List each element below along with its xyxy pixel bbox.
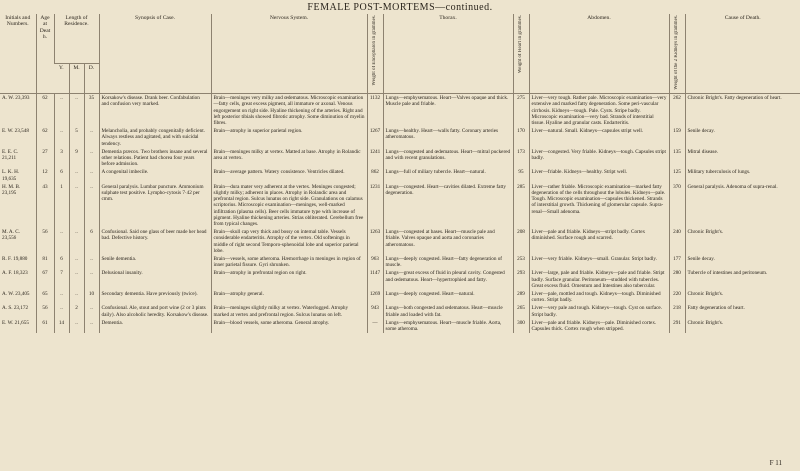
table-row bbox=[0, 168, 800, 182]
days-cell: 35 bbox=[84, 94, 99, 128]
header-row-top bbox=[0, 14, 800, 63]
header-abdomen: Abdomen. bbox=[529, 14, 669, 94]
months-cell: .. bbox=[69, 94, 84, 128]
synopsis-cell: Confusional. Said one glass of beer made her head bad. Defective history. bbox=[99, 228, 211, 255]
kidney-weight-cell: 177 bbox=[669, 255, 685, 269]
heart-weight-cell: 265 bbox=[513, 304, 529, 318]
abdomen-cell: Liver—natural. Small. Kidneys—capsules stript well. bbox=[529, 127, 669, 148]
age-cell: 12 bbox=[36, 168, 54, 182]
nervous-system-cell: Brain—dura mater very adherent at the vertex. Meninges congested; slightly milky; adherent in places. Atrophy in Rolandic area and prefrontal region. Sulcus lunatus on right side. Granulations on calamus scriptorius. Microscopic examination—meninges, well-marked infiltration (plasma cells). Beer cells immature type with increase of pigment. Hyaline thickening arteries. Strias obliterated. Cerebellum free from typical changes. bbox=[211, 183, 367, 228]
table-row bbox=[0, 183, 800, 228]
cause-of-death-cell: Chronic Bright's. Fatty degeneration of heart. bbox=[685, 94, 800, 128]
months-cell: .. bbox=[69, 319, 84, 333]
cause-of-death-cell: Tubercle of intestines and peritoneum. bbox=[685, 269, 800, 290]
age-cell: 62 bbox=[36, 94, 54, 128]
nervous-system-cell: Brain—atrophy in superior parietal region. bbox=[211, 127, 367, 148]
header-cause-of-death: Cause of Death. bbox=[685, 14, 800, 94]
nervous-system-cell: Brain—meninges milky at vertex. Matted at base. Atrophy in Rolandic area at vertex. bbox=[211, 148, 367, 169]
days-cell: .. bbox=[84, 255, 99, 269]
heart-weight-cell: 293 bbox=[513, 269, 529, 290]
days-cell: .. bbox=[84, 304, 99, 318]
months-cell: .. bbox=[69, 269, 84, 290]
days-cell: .. bbox=[84, 183, 99, 228]
days-cell: .. bbox=[84, 127, 99, 148]
header-heart-weight-label: Weight of Heart in grammes. bbox=[518, 15, 523, 74]
kidney-weight-cell: 291 bbox=[669, 319, 685, 333]
initials-cell: A. F. 18,323 bbox=[2, 270, 28, 277]
synopsis-cell: A congenital imbecile. bbox=[99, 168, 211, 182]
encephalon-weight-cell: — bbox=[367, 319, 383, 333]
abdomen-cell: Liver—pale and friable. Kidneys—stript badly. Cortex diminished. Surface rough and scarred. bbox=[529, 228, 669, 255]
thorax-cell: Lungs—great excess of fluid in pleural cavity. Congested and œdematous. Heart—hypertrophied and fatty. bbox=[383, 269, 513, 290]
days-cell: .. bbox=[84, 148, 99, 169]
abdomen-cell: Liver—very friable. Kidneys—small. Granular. Stript badly. bbox=[529, 255, 669, 269]
thorax-cell: Lungs—deeply congested. Heart—fatty degeneration of muscle. bbox=[383, 255, 513, 269]
age-cell: 56 bbox=[36, 304, 54, 318]
months-cell: .. bbox=[69, 290, 84, 304]
abdomen-cell: Liver—very tough. Rather pale. Microscopic examination—very extensive and marked fatty degeneration. Some peri-vascular cirrhosis. Kidneys—tough. Pale. Cysts. Stripe badly. Microscopic examination—very bad. Strands of interstitial tissue. Hyaline and granular casts. Endarteritis. bbox=[529, 94, 669, 128]
cause-of-death-cell: Senile decay. bbox=[685, 127, 800, 148]
nervous-system-cell: Brain—atrophy general. bbox=[211, 290, 367, 304]
table-body bbox=[0, 94, 800, 334]
months-cell: .. bbox=[69, 228, 84, 255]
nervous-system-cell: Brain—blood vessels, some atheroma. General atrophy. bbox=[211, 319, 367, 333]
nervous-system-cell: Brain—vessels, some atheroma. Hæmorrhage in meninges in region of inner parietal fissure. Gyri shrunken. bbox=[211, 255, 367, 269]
months-cell: 9 bbox=[69, 148, 84, 169]
header-kidney-weight-label: Weight of the 2 Kidneys in grammes. bbox=[674, 15, 679, 90]
years-cell: .. bbox=[54, 94, 69, 128]
cause-of-death-cell: Chronic Bright's. bbox=[685, 290, 800, 304]
cause-of-death-cell: Military tuberculosis of lungs. bbox=[685, 168, 800, 182]
thorax-cell: Lungs—emphysematous. Heart—muscle friable. Aorta, some atheroma. bbox=[383, 319, 513, 333]
heart-weight-cell: 275 bbox=[513, 94, 529, 128]
age-cell: 81 bbox=[36, 255, 54, 269]
encephalon-weight-cell: 1132 bbox=[367, 94, 383, 128]
heart-weight-cell: 173 bbox=[513, 148, 529, 169]
table-row bbox=[0, 290, 800, 304]
days-cell: .. bbox=[84, 319, 99, 333]
thorax-cell: Lungs—congested at bases. Heart—muscle pale and friable. Valves opaque and aorta and coronaries atheromatous. bbox=[383, 228, 513, 255]
initials-cell: A. S. 23,172 bbox=[2, 305, 29, 312]
heart-weight-cell: 285 bbox=[513, 183, 529, 228]
encephalon-weight-cell: 943 bbox=[367, 304, 383, 318]
cause-of-death-cell: General paralysis. Adenoma of supra-renal. bbox=[685, 183, 800, 228]
thorax-cell: Lungs—congested and œdematous. Heart—mitral puckered and with recent granulations. bbox=[383, 148, 513, 169]
table-row bbox=[0, 228, 800, 255]
initials-cell: E. W. 21,655 bbox=[2, 319, 29, 326]
nervous-system-cell: Brain—meninges slightly milky at vertex. Waterlogged. Atrophy marked at vertex and prefrontal region. Sulcus lunatus on left. bbox=[211, 304, 367, 318]
kidney-weight-cell: 125 bbox=[669, 168, 685, 182]
page-title: FEMALE POST-MORTEMS—continued. bbox=[307, 2, 493, 13]
header-encephalon-weight bbox=[367, 14, 383, 94]
encephalon-weight-cell: 1267 bbox=[367, 127, 383, 148]
initials-cell: L. K. H. 19,635 bbox=[2, 169, 20, 182]
header-heart-weight bbox=[513, 14, 529, 94]
synopsis-cell: Confusional. Ale, stout and port wine (2 or 3 pints daily). Also alcoholic heredity. Korsakow's disease. bbox=[99, 304, 211, 318]
cause-of-death-cell: Fatty degeneration of heart. bbox=[685, 304, 800, 318]
cause-of-death-cell: Senile decay. bbox=[685, 255, 800, 269]
initials-cell: A. W. 23,405 bbox=[2, 291, 30, 298]
cause-of-death-cell: Chronic Bright's. bbox=[685, 319, 800, 333]
months-cell: 5 bbox=[69, 127, 84, 148]
kidney-weight-cell: 262 bbox=[669, 94, 685, 128]
days-cell: 6 bbox=[84, 228, 99, 255]
folio: F 11 bbox=[769, 459, 782, 467]
cause-of-death-cell: Mitral disease. bbox=[685, 148, 800, 169]
header-initials: Initials and Numbers. bbox=[0, 14, 36, 94]
thorax-cell: Lungs—congested. Heart—cavities dilated. Extreme fatty degeneration. bbox=[383, 183, 513, 228]
synopsis-cell: Melancholia, and probably congenitally deficient. Always restless and agitated, and with suicidal tendency. bbox=[99, 127, 211, 148]
heart-weight-cell: 208 bbox=[513, 228, 529, 255]
encephalon-weight-cell: 1241 bbox=[367, 148, 383, 169]
encephalon-weight-cell: 1231 bbox=[367, 183, 383, 228]
thorax-cell: Lungs—healthy. Heart—walls fatty. Coronary arteries atheromatous. bbox=[383, 127, 513, 148]
header-kidney-weight bbox=[669, 14, 685, 94]
days-cell: 10 bbox=[84, 290, 99, 304]
synopsis-cell: Secondary dementia. Have previously (twice). bbox=[99, 290, 211, 304]
months-cell: .. bbox=[69, 168, 84, 182]
header-months: M. bbox=[69, 63, 84, 93]
header-nervous-system: Nervous System. bbox=[211, 14, 367, 94]
years-cell: 14 bbox=[54, 319, 69, 333]
encephalon-weight-cell: 1269 bbox=[367, 290, 383, 304]
abdomen-cell: Liver—pale and friable. Kidneys—pale. Diminished cortex. Capsules thick. Cortex rough when stripped. bbox=[529, 319, 669, 333]
abdomen-cell: Liver—friable. Kidneys—healthy. Stript well. bbox=[529, 168, 669, 182]
kidney-weight-cell: 370 bbox=[669, 183, 685, 228]
age-cell: 65 bbox=[36, 290, 54, 304]
heart-weight-cell: 300 bbox=[513, 319, 529, 333]
nervous-system-cell: Brain—skull cap very thick and bossy on internal table. Vessels considerable endarteritis. Atrophy of the vertex. Old softenings in middle of right second Temporo-sphenoidal lobe and superior parietal lobe. bbox=[211, 228, 367, 255]
heart-weight-cell: 170 bbox=[513, 127, 529, 148]
encephalon-weight-cell: 862 bbox=[367, 168, 383, 182]
post-mortem-table bbox=[0, 14, 800, 333]
synopsis-cell: Dementia. bbox=[99, 319, 211, 333]
years-cell: .. bbox=[54, 127, 69, 148]
abdomen-cell: Liver—pale, mottled and tough. Kidneys—tough. Diminished cortex. Stript badly. bbox=[529, 290, 669, 304]
kidney-weight-cell: 159 bbox=[669, 127, 685, 148]
table-row bbox=[0, 94, 800, 128]
days-cell: .. bbox=[84, 269, 99, 290]
abdomen-cell: Liver—large, pale and friable. Kidneys—pale and friable. Stript badly. Surface granular. Peritoneum—studded with tubercles. Great excess fluid. Omentum and Intestines also tubercular. bbox=[529, 269, 669, 290]
encephalon-weight-cell: 1263 bbox=[367, 228, 383, 255]
months-cell: .. bbox=[69, 255, 84, 269]
kidney-weight-cell: 240 bbox=[669, 228, 685, 255]
table-row bbox=[0, 269, 800, 290]
initials-cell: H. M. B. 23,195 bbox=[2, 183, 21, 196]
age-cell: 67 bbox=[36, 269, 54, 290]
encephalon-weight-cell: 963 bbox=[367, 255, 383, 269]
nervous-system-cell: Brain—average pattern. Watery consistence. Ventricles dilated. bbox=[211, 168, 367, 182]
years-cell: 7 bbox=[54, 269, 69, 290]
years-cell: 6 bbox=[54, 255, 69, 269]
header-days: D. bbox=[84, 63, 99, 93]
years-cell: 1 bbox=[54, 183, 69, 228]
table-row bbox=[0, 148, 800, 169]
table-row bbox=[0, 319, 800, 333]
initials-cell: A. W. 23,393 bbox=[2, 95, 30, 102]
table-row bbox=[0, 255, 800, 269]
thorax-cell: Lungs—emphysematous. Heart—Valves opaque and thick. Muscle pale and friable. bbox=[383, 94, 513, 128]
years-cell: .. bbox=[54, 304, 69, 318]
years-cell: .. bbox=[54, 290, 69, 304]
thorax-cell: Lungs—deeply congested. Heart—natural. bbox=[383, 290, 513, 304]
thorax-cell: Lungs—full of miliary tubercle. Heart—natural. bbox=[383, 168, 513, 182]
kidney-weight-cell: 220 bbox=[669, 290, 685, 304]
synopsis-cell: General paralysis. Lumbar puncture. Ammonium sulphate test positive. Lympho-cytosis 7·42 per cmm. bbox=[99, 183, 211, 228]
nervous-system-cell: Brain—meninges very milky and œdematous. Microscopic examination—fatty cells, great excess pigment, all immature or axonal. Venous engorgement on right side. Hyaline thickening of the arteries. Right and left posterior tibials showed fibrotic atrophy. Some diminution of myelin fibres. bbox=[211, 94, 367, 128]
days-cell: .. bbox=[84, 168, 99, 182]
header-thorax: Thorax. bbox=[383, 14, 513, 94]
kidney-weight-cell: 280 bbox=[669, 269, 685, 290]
header-length-of-residence: Length of Residence. bbox=[54, 14, 99, 63]
kidney-weight-cell: 218 bbox=[669, 304, 685, 318]
months-cell: 2 bbox=[69, 304, 84, 318]
abdomen-cell: Liver—very pale and tough. Kidneys—tough. Cyst on surface. Stript badly. bbox=[529, 304, 669, 318]
age-cell: 62 bbox=[36, 127, 54, 148]
header-years: Y. bbox=[54, 63, 69, 93]
header-age: Age at Death. bbox=[36, 14, 54, 94]
months-cell: .. bbox=[69, 183, 84, 228]
initials-cell: R. F. 19,880 bbox=[2, 256, 28, 263]
initials-cell: E. W. 23,548 bbox=[2, 128, 29, 135]
age-cell: 43 bbox=[36, 183, 54, 228]
initials-cell: E. E. C. 21,211 bbox=[2, 148, 19, 161]
heart-weight-cell: 289 bbox=[513, 290, 529, 304]
abdomen-cell: Liver—congested. Very friable. Kidneys—tough. Capsules stript badly. bbox=[529, 148, 669, 169]
age-cell: 27 bbox=[36, 148, 54, 169]
thorax-cell: Lungs—both congested and œdematous. Heart—muscle friable and loaded with fat. bbox=[383, 304, 513, 318]
header-synopsis: Synopsis of Case. bbox=[99, 14, 211, 94]
synopsis-cell: Dementia præcox. Two brothers insane and several other relations. Patient had chorea four years before admission. bbox=[99, 148, 211, 169]
kidney-weight-cell: 135 bbox=[669, 148, 685, 169]
table-row bbox=[0, 127, 800, 148]
age-cell: 61 bbox=[36, 319, 54, 333]
initials-cell: M. A. C. 23,556 bbox=[2, 229, 21, 242]
synopsis-cell: Senile dementia. bbox=[99, 255, 211, 269]
table-row bbox=[0, 304, 800, 318]
header-encephalon-weight-label: Weight of Encephalon in grammes. bbox=[372, 15, 377, 86]
heart-weight-cell: 253 bbox=[513, 255, 529, 269]
years-cell: 6 bbox=[54, 168, 69, 182]
synopsis-cell: Korsakow's disease. Drank beer. Confabulation and confusion very marked. bbox=[99, 94, 211, 128]
nervous-system-cell: Brain—atrophy in prefrontal region on right. bbox=[211, 269, 367, 290]
heart-weight-cell: 95 bbox=[513, 168, 529, 182]
cause-of-death-cell: Chronic Bright's. bbox=[685, 228, 800, 255]
synopsis-cell: Delusional insanity. bbox=[99, 269, 211, 290]
years-cell: 3 bbox=[54, 148, 69, 169]
age-cell: 56 bbox=[36, 228, 54, 255]
years-cell: .. bbox=[54, 228, 69, 255]
abdomen-cell: Liver—rather friable. Microscopic examination—marked fatty degeneration of the cells throughout the lobules. Kidneys—pale. Tough. Microscopic examination—capsules thickened. Strands of interstitial growth. Thickening of glomerular capsule. Supra-renal—Small adenoma. bbox=[529, 183, 669, 228]
encephalon-weight-cell: 1147 bbox=[367, 269, 383, 290]
